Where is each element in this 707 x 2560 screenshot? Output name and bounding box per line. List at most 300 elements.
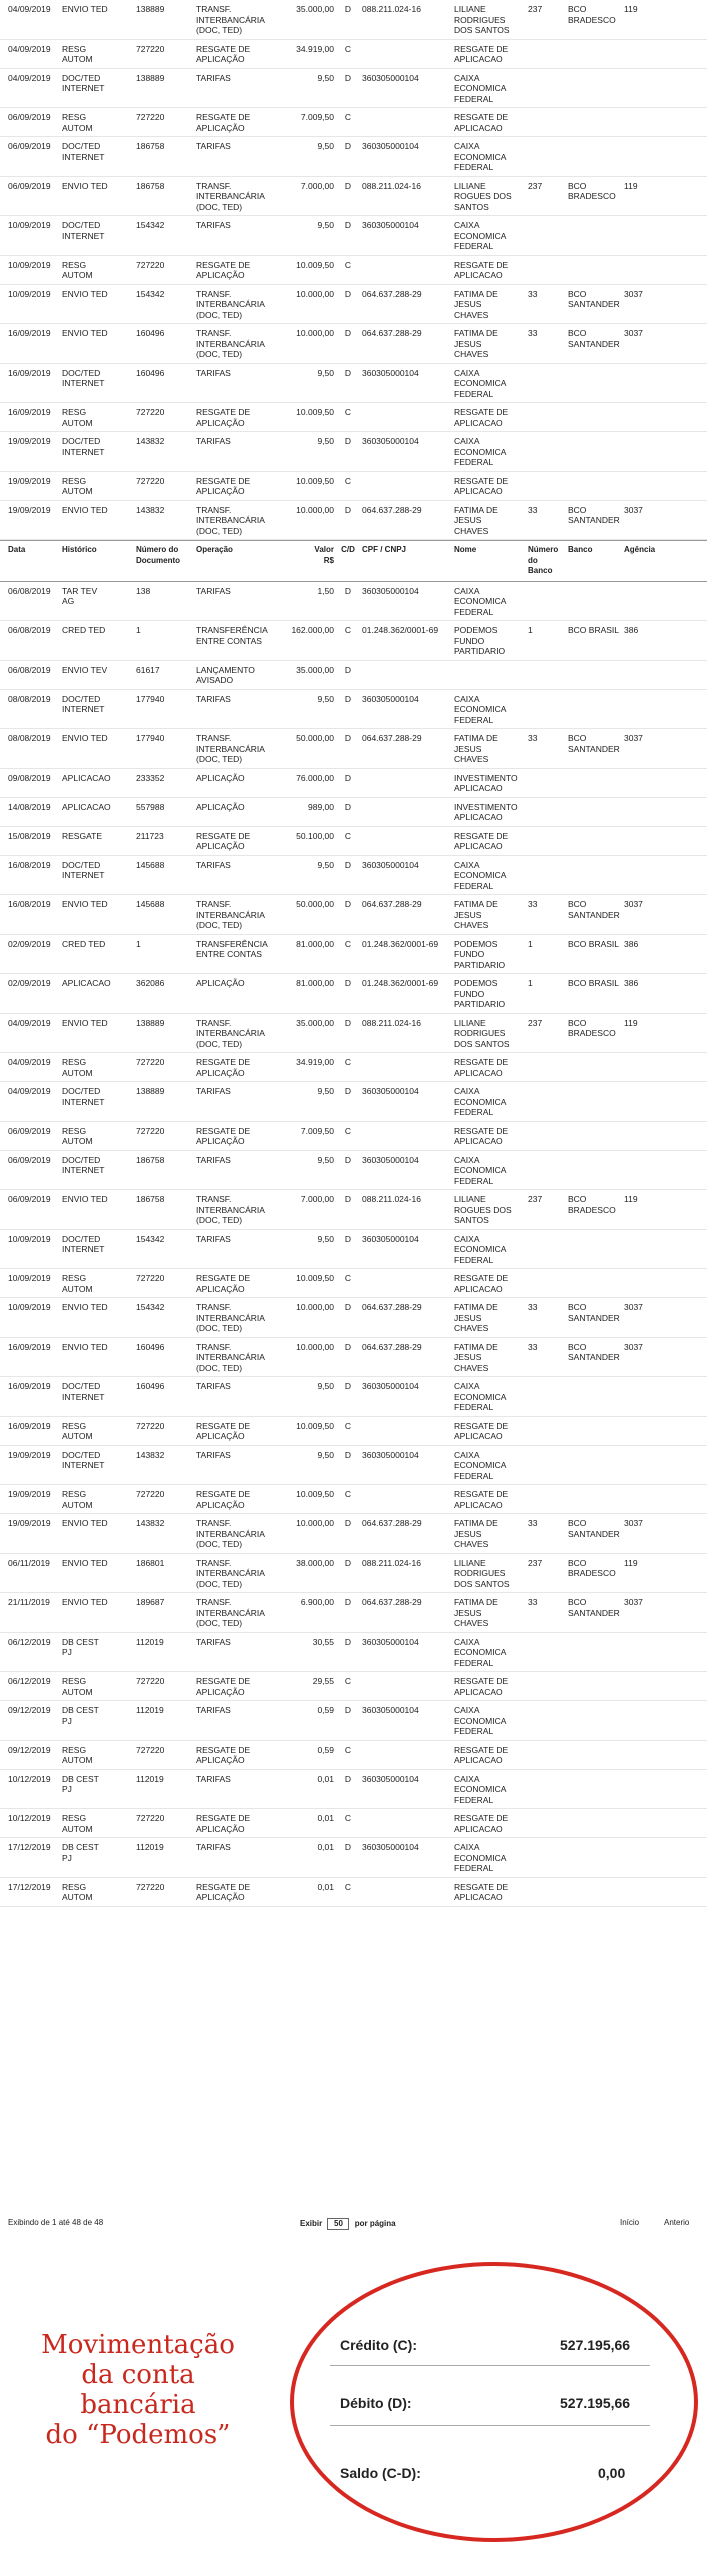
cell-name: FATIMA DE JESUS CHAVES	[454, 1518, 498, 1549]
cell-name: CAIXA ECONOMICA FEDERAL	[454, 1773, 507, 1805]
cell-date: 19/09/2019	[8, 436, 51, 446]
cell-agency	[622, 1672, 707, 1700]
cell-bank	[566, 403, 622, 431]
cell-name: CAIXA ECONOMICA FEDERAL	[454, 859, 507, 891]
cell-bank: BCO SANTANDER	[568, 288, 620, 309]
table-row	[0, 1082, 707, 1122]
cell-bank-number: 33	[528, 1302, 538, 1312]
cell-cd: D	[344, 1194, 352, 1204]
cell-doc-number: 557988	[136, 801, 165, 812]
cell-name: CAIXA ECONOMICA FEDERAL	[454, 436, 507, 467]
cell-name: FATIMA DE JESUS CHAVES	[454, 288, 498, 320]
cell-bank-number: 33	[528, 733, 538, 743]
cell-value: 7.009,50	[300, 1125, 334, 1136]
cell-agency	[622, 582, 707, 621]
cell-date: 06/08/2019	[8, 625, 51, 635]
table-row	[0, 1514, 707, 1554]
cell-cpf-cnpj	[360, 1417, 452, 1445]
cell-bank-number	[526, 403, 566, 431]
cell-history: ENVIO TED	[62, 328, 108, 338]
cell-agency	[622, 403, 707, 431]
cell-date: 19/09/2019	[8, 504, 51, 515]
cell-cpf-cnpj: 064.637.288-29	[362, 733, 422, 743]
cell-bank	[566, 1770, 622, 1809]
cell-operation: RESGATE DE APLICAÇÃO	[196, 1489, 251, 1510]
cell-date: 16/09/2019	[8, 367, 51, 378]
cell-date: 06/09/2019	[8, 180, 51, 191]
summary-divider	[330, 2425, 650, 2426]
credit-value: 527.195,66	[560, 2337, 631, 2353]
cell-name: CAIXA ECONOMICA FEDERAL	[454, 1381, 507, 1412]
cell-cpf-cnpj: 01.248.362/0001-69	[362, 938, 439, 949]
cell-agency	[622, 1417, 707, 1445]
cell-bank-number	[526, 1878, 566, 1906]
cell-agency	[622, 1269, 707, 1297]
cell-history: RESG AUTOM	[62, 112, 93, 133]
table-row	[0, 827, 707, 856]
cell-cpf-cnpj	[360, 1672, 452, 1700]
cell-cd: D	[344, 1302, 352, 1312]
cell-value: 81.000,00	[296, 978, 334, 988]
cell-bank-number	[526, 1446, 566, 1485]
cell-cd: C	[344, 1744, 352, 1755]
cell-agency	[622, 1878, 707, 1906]
cell-history: TAR TEV AG	[62, 585, 98, 606]
cell-date: 10/12/2019	[8, 1813, 51, 1823]
cell-cpf-cnpj: 360305000104	[362, 436, 419, 446]
cell-bank	[566, 472, 622, 500]
cell-bank-number	[526, 216, 566, 255]
cell-name: CAIXA ECONOMICA FEDERAL	[454, 1154, 507, 1186]
cell-date: 04/09/2019	[8, 1017, 51, 1028]
cell-history: DB CEST PJ	[62, 1705, 99, 1726]
cell-bank	[566, 856, 622, 895]
cell-cpf-cnpj	[360, 1809, 452, 1837]
cell-value: 1,50	[317, 585, 334, 596]
cell-agency: 3037	[624, 733, 643, 743]
cell-bank: BCO SANTANDER	[568, 1302, 620, 1323]
cell-cd: D	[344, 328, 352, 338]
page-size-control	[300, 2218, 396, 2230]
column-header-value[interactable]: Valor R$	[314, 545, 334, 565]
cell-name: RESGATE DE APLICACAO	[454, 1420, 509, 1441]
cell-cd: C	[344, 1273, 352, 1283]
cell-bank: BCO BRADESCO	[568, 1194, 616, 1215]
cell-value: 35.000,00	[296, 4, 334, 14]
cell-value: 10.000,00	[296, 1341, 334, 1352]
first-page-link[interactable]: Início	[620, 2218, 640, 2227]
cell-doc-number: 211723	[136, 830, 164, 841]
cell-history: DOC/TED INTERNET	[62, 436, 105, 457]
cell-name: LILIANE RODRIGUES DOS SANTOS	[454, 4, 510, 35]
cell-history: ENVIO TED	[62, 1518, 108, 1528]
cell-cd: D	[344, 1842, 352, 1852]
cell-bank-number	[526, 856, 566, 895]
cell-bank-number	[526, 769, 566, 797]
cell-date: 16/09/2019	[8, 407, 51, 417]
column-header-agency[interactable]: Agência	[624, 545, 656, 554]
cell-bank-number	[526, 1377, 566, 1416]
cell-operation: TRANSFERÊNCIA ENTRE CONTAS	[196, 938, 268, 959]
cell-history: DOC/TED INTERNET	[62, 1449, 105, 1470]
cell-history: APLICACAO	[62, 801, 111, 812]
cell-cpf-cnpj: 360305000104	[362, 1773, 419, 1784]
cell-cd: D	[344, 141, 352, 151]
table-row	[0, 798, 707, 827]
cell-date: 16/09/2019	[8, 1420, 51, 1431]
cell-doc-number: 727220	[136, 475, 165, 486]
cell-bank-number	[526, 1151, 566, 1190]
cell-cpf-cnpj: 088.211.024-16	[362, 1194, 421, 1204]
cell-date: 16/09/2019	[8, 1341, 51, 1352]
cell-name: INVESTIMENTO APLICACAO	[454, 772, 518, 793]
cell-history: RESG AUTOM	[62, 1813, 93, 1834]
cell-operation: TARIFAS	[196, 1154, 231, 1165]
cell-value: 50.000,00	[296, 733, 334, 743]
cell-date: 08/08/2019	[8, 733, 51, 743]
cell-date: 21/11/2019	[8, 1597, 50, 1607]
cell-doc-number: 727220	[136, 1057, 165, 1067]
cell-agency	[622, 1446, 707, 1485]
cell-doc-number: 154342	[136, 220, 165, 230]
cell-cpf-cnpj: 064.637.288-29	[362, 899, 422, 909]
cell-cd: D	[344, 367, 352, 378]
cell-name: PODEMOS FUNDO PARTIDARIO	[454, 978, 506, 1009]
cell-date: 19/09/2019	[8, 1489, 51, 1499]
cell-bank	[566, 432, 622, 471]
cell-date: 15/08/2019	[8, 830, 51, 841]
cell-name: RESGATE DE APLICACAO	[454, 1057, 509, 1078]
cell-history: RESG AUTOM	[62, 1057, 93, 1078]
cell-agency: 3037	[624, 328, 643, 338]
cell-doc-number: 154342	[136, 288, 165, 299]
cell-name: RESGATE DE APLICACAO	[454, 1125, 509, 1146]
cell-operation: RESGATE DE APLICAÇÃO	[196, 1125, 251, 1146]
cell-cd: C	[344, 1676, 352, 1686]
cell-doc-number: 145688	[136, 859, 165, 870]
table-row	[0, 1741, 707, 1770]
balance-value: 0,00	[598, 2465, 626, 2481]
cell-operation: TARIFAS	[196, 1705, 231, 1715]
cell-operation: RESGATE DE APLICAÇÃO	[196, 1813, 251, 1834]
cell-history: DOC/TED INTERNET	[62, 1154, 105, 1175]
cell-date: 04/09/2019	[8, 1086, 51, 1096]
cell-doc-number: 160496	[136, 367, 165, 378]
cell-value: 76.000,00	[296, 772, 334, 783]
cell-date: 09/12/2019	[8, 1744, 51, 1755]
cell-value: 9,50	[317, 693, 334, 704]
cell-doc-number: 112019	[136, 1842, 164, 1852]
cell-date: 19/09/2019	[8, 1449, 51, 1460]
table-row	[0, 1269, 707, 1298]
cell-bank	[566, 661, 622, 689]
cell-date: 06/08/2019	[8, 585, 51, 596]
prev-page-link[interactable]: Anterio	[664, 2218, 690, 2227]
cell-doc-number: 727220	[136, 1420, 165, 1431]
column-header-bank-number[interactable]: Número do Banco	[528, 545, 559, 575]
cell-bank-number	[526, 582, 566, 621]
cell-history: DOC/TED INTERNET	[62, 220, 105, 241]
cell-date: 17/12/2019	[8, 1881, 51, 1892]
cell-bank	[566, 582, 622, 621]
cell-date: 08/08/2019	[8, 693, 51, 704]
cell-cpf-cnpj	[360, 256, 452, 284]
cell-cpf-cnpj: 01.248.362/0001-69	[362, 625, 439, 635]
cell-date: 09/12/2019	[8, 1705, 51, 1715]
cell-cd: C	[344, 259, 352, 270]
table-row	[0, 285, 707, 325]
cell-history: RESG AUTOM	[62, 259, 93, 280]
cell-cd: D	[344, 1773, 352, 1784]
cell-cpf-cnpj: 360305000104	[362, 1842, 419, 1852]
column-header-history[interactable]: Histórico	[62, 545, 97, 554]
cell-date: 04/09/2019	[8, 1057, 51, 1067]
cell-bank: BCO SANTANDER	[568, 1518, 620, 1539]
cell-bank-number	[526, 40, 566, 68]
per-page-label: por página	[354, 2219, 396, 2228]
table-row	[0, 1417, 707, 1446]
cell-name: LILIANE RODRIGUES DOS SANTOS	[454, 1557, 510, 1589]
column-header-bank[interactable]: Banco	[568, 545, 593, 554]
cell-value: 0,59	[317, 1705, 334, 1715]
cell-name: RESGATE DE APLICACAO	[454, 1881, 509, 1902]
cell-agency	[622, 364, 707, 403]
cell-doc-number: 727220	[136, 1676, 165, 1686]
cell-operation: TRANSF. INTERBANCÁRIA (DOC, TED)	[196, 1557, 265, 1589]
cell-cd: D	[344, 220, 352, 230]
cell-date: 06/09/2019	[8, 1125, 51, 1136]
cell-cpf-cnpj: 01.248.362/0001-69	[362, 978, 439, 988]
cell-date: 06/09/2019	[8, 141, 51, 151]
cell-history: ENVIO TED	[62, 1302, 108, 1312]
cell-operation: TRANSF. INTERBANCÁRIA (DOC, TED)	[196, 328, 265, 359]
cell-bank-number: 237	[528, 180, 543, 191]
column-header-cd[interactable]: C/D	[341, 545, 355, 554]
cell-name: CAIXA ECONOMICA FEDERAL	[454, 1449, 507, 1481]
cell-bank-number: 33	[528, 1597, 538, 1607]
cell-history: ENVIO TED	[62, 899, 108, 909]
cell-history: RESG AUTOM	[62, 1420, 93, 1441]
cell-bank-number	[526, 1838, 566, 1877]
cell-doc-number: 233352	[136, 772, 165, 783]
cell-name: LILIANE RODRIGUES DOS SANTOS	[454, 1017, 510, 1049]
cell-cd: D	[344, 1154, 352, 1165]
cell-agency: 119	[624, 1557, 638, 1568]
cell-history: DOC/TED INTERNET	[62, 1086, 105, 1107]
column-header-date[interactable]: Data	[8, 545, 26, 554]
cell-agency	[622, 1122, 707, 1150]
cell-cpf-cnpj: 360305000104	[362, 220, 419, 230]
table-body-top	[0, 0, 707, 540]
cell-agency	[622, 108, 707, 136]
cell-agency	[622, 1377, 707, 1416]
cell-history: ENVIO TEV	[62, 664, 108, 675]
cell-bank-number	[526, 1269, 566, 1297]
cell-history: ENVIO TED	[62, 504, 108, 515]
cell-date: 10/12/2019	[8, 1773, 51, 1784]
cell-value: 162.000,00	[291, 625, 334, 635]
cell-agency: 119	[624, 1017, 638, 1028]
table-row	[0, 256, 707, 285]
cell-cd: D	[344, 1233, 352, 1244]
caption-text: Movimentação da conta bancária do “Podemos”	[41, 2330, 235, 2450]
cell-cd: C	[344, 43, 352, 54]
cell-bank: BCO BRADESCO	[568, 4, 616, 25]
cell-operation: TRANSF. INTERBANCÁRIA (DOC, TED)	[196, 1017, 265, 1049]
table-row	[0, 137, 707, 177]
cell-value: 29,55	[312, 1676, 334, 1686]
cell-cpf-cnpj	[360, 403, 452, 431]
cell-bank-number	[526, 137, 566, 176]
cell-doc-number: 727220	[136, 1744, 165, 1755]
cell-name: RESGATE DE APLICACAO	[454, 1676, 509, 1697]
cell-name: RESGATE DE APLICACAO	[454, 1813, 509, 1834]
cell-bank-number	[526, 798, 566, 826]
cell-name: CAIXA ECONOMICA FEDERAL	[454, 141, 507, 172]
cell-doc-number: 189687	[136, 1597, 165, 1607]
cell-doc-number: 177940	[136, 693, 165, 704]
cell-cpf-cnpj: 088.211.024-16	[362, 4, 421, 14]
cell-name: CAIXA ECONOMICA FEDERAL	[454, 1233, 507, 1265]
cell-cpf-cnpj	[360, 1741, 452, 1769]
column-header-operation[interactable]: Operação	[196, 545, 233, 554]
summary-divider	[330, 2365, 650, 2366]
cell-cpf-cnpj: 088.211.024-16	[362, 1557, 421, 1568]
cell-cd: C	[344, 1813, 352, 1823]
cell-bank-number	[526, 364, 566, 403]
cell-cpf-cnpj: 360305000104	[362, 693, 419, 704]
cell-bank-number	[526, 69, 566, 108]
cell-bank: BCO BRASIL	[568, 978, 620, 988]
cell-agency: 3037	[624, 1597, 643, 1607]
table-row	[0, 1770, 707, 1810]
table-row	[0, 582, 707, 622]
cell-name: INVESTIMENTO APLICACAO	[454, 801, 518, 822]
cell-name: PODEMOS FUNDO PARTIDARIO	[454, 625, 506, 656]
cell-bank-number: 33	[528, 899, 538, 909]
cell-agency: 3037	[624, 504, 643, 515]
cell-bank-number	[526, 1082, 566, 1121]
cell-operation: RESGATE DE APLICAÇÃO	[196, 1881, 251, 1902]
cell-cd: D	[344, 733, 352, 743]
cell-operation: TRANSF. INTERBANCÁRIA (DOC, TED)	[196, 733, 265, 764]
cell-doc-number: 1	[136, 938, 141, 949]
cell-operation: TRANSF. INTERBANCÁRIA (DOC, TED)	[196, 4, 265, 35]
cell-bank	[566, 364, 622, 403]
cell-name: CAIXA ECONOMICA FEDERAL	[454, 693, 507, 725]
cell-history: RESG AUTOM	[62, 1881, 93, 1902]
table-row	[0, 108, 707, 137]
cell-date: 17/12/2019	[8, 1842, 51, 1852]
cell-name: FATIMA DE JESUS CHAVES	[454, 1597, 498, 1628]
cell-history: ENVIO TED	[62, 733, 108, 743]
cell-history: ENVIO TED	[62, 288, 108, 299]
cell-doc-number: 362086	[136, 978, 165, 988]
cell-value: 989,00	[308, 801, 334, 812]
table-row	[0, 216, 707, 256]
cell-value: 35.000,00	[296, 1017, 334, 1028]
cell-agency: 386	[624, 978, 639, 988]
cell-date: 04/09/2019	[8, 4, 51, 14]
cell-bank-number	[526, 1122, 566, 1150]
cell-cd: D	[344, 288, 352, 299]
cell-value: 7.000,00	[300, 180, 334, 191]
cell-bank: BCO BRADESCO	[568, 1557, 616, 1578]
cell-doc-number: 138889	[136, 72, 165, 83]
cell-cd: C	[344, 1125, 352, 1136]
cell-doc-number: 186758	[136, 141, 165, 151]
cell-cd: D	[344, 899, 352, 909]
cell-date: 10/09/2019	[8, 1302, 51, 1312]
cell-history: CRED TED	[62, 938, 106, 949]
cell-date: 06/12/2019	[8, 1676, 51, 1686]
cell-cpf-cnpj	[360, 769, 452, 797]
cell-history: ENVIO TED	[62, 1017, 108, 1028]
cell-doc-number: 186758	[136, 1154, 165, 1165]
cell-bank-number: 1	[528, 978, 533, 988]
cell-cpf-cnpj: 360305000104	[362, 1154, 419, 1165]
cell-cpf-cnpj: 360305000104	[362, 1086, 419, 1096]
table-row	[0, 935, 707, 975]
cell-bank	[566, 1269, 622, 1297]
cell-cd: D	[344, 1449, 352, 1460]
cell-bank	[566, 1417, 622, 1445]
column-header-cpf-cnpj[interactable]: CPF / CNPJ	[362, 545, 407, 554]
cell-doc-number: 143832	[136, 1449, 165, 1460]
cell-operation: TARIFAS	[196, 1381, 231, 1391]
cell-agency	[622, 432, 707, 471]
cell-value: 6.900,00	[300, 1597, 334, 1607]
cell-history: RESG AUTOM	[62, 407, 93, 428]
cell-agency	[622, 827, 707, 855]
cell-operation: TRANSF. INTERBANCÁRIA (DOC, TED)	[196, 504, 265, 536]
cell-date: 02/09/2019	[8, 938, 51, 949]
cell-name: CAIXA ECONOMICA FEDERAL	[454, 1636, 507, 1668]
cell-bank: BCO BRASIL	[568, 625, 620, 635]
cell-bank	[566, 1230, 622, 1269]
cell-history: DOC/TED INTERNET	[62, 1381, 105, 1402]
table-row	[0, 403, 707, 432]
cell-operation: TARIFAS	[196, 1233, 231, 1244]
cell-bank-number: 237	[528, 1557, 543, 1568]
cell-history: DOC/TED INTERNET	[62, 367, 105, 388]
cell-doc-number: 727220	[136, 43, 165, 54]
cell-agency	[622, 798, 707, 826]
cell-doc-number: 154342	[136, 1233, 165, 1244]
cell-bank-number: 33	[528, 1341, 538, 1352]
column-header-doc-number[interactable]: Número do Documento	[136, 545, 180, 565]
cell-bank	[566, 69, 622, 108]
cell-bank: BCO SANTANDER	[568, 1341, 620, 1362]
cell-agency	[622, 69, 707, 108]
cell-doc-number: 138889	[136, 1017, 165, 1028]
cell-operation: RESGATE DE APLICAÇÃO	[196, 1420, 251, 1441]
cell-cpf-cnpj: 064.637.288-29	[362, 328, 422, 338]
cell-value: 10.009,50	[296, 1420, 334, 1431]
cell-history: APLICACAO	[62, 772, 111, 783]
cell-operation: TRANSF. INTERBANCÁRIA (DOC, TED)	[196, 1597, 265, 1628]
cell-bank-number	[526, 1053, 566, 1081]
cell-cd: C	[344, 830, 352, 841]
cell-bank-number	[526, 1809, 566, 1837]
cell-doc-number: 727220	[136, 112, 165, 122]
table-row	[0, 364, 707, 404]
cell-agency	[622, 1809, 707, 1837]
page-size-select[interactable]: 50	[327, 2218, 349, 2230]
column-header-name[interactable]: Nome	[454, 545, 477, 554]
cell-operation: RESGATE DE APLICAÇÃO	[196, 43, 251, 64]
cell-value: 10.009,50	[296, 1273, 334, 1283]
